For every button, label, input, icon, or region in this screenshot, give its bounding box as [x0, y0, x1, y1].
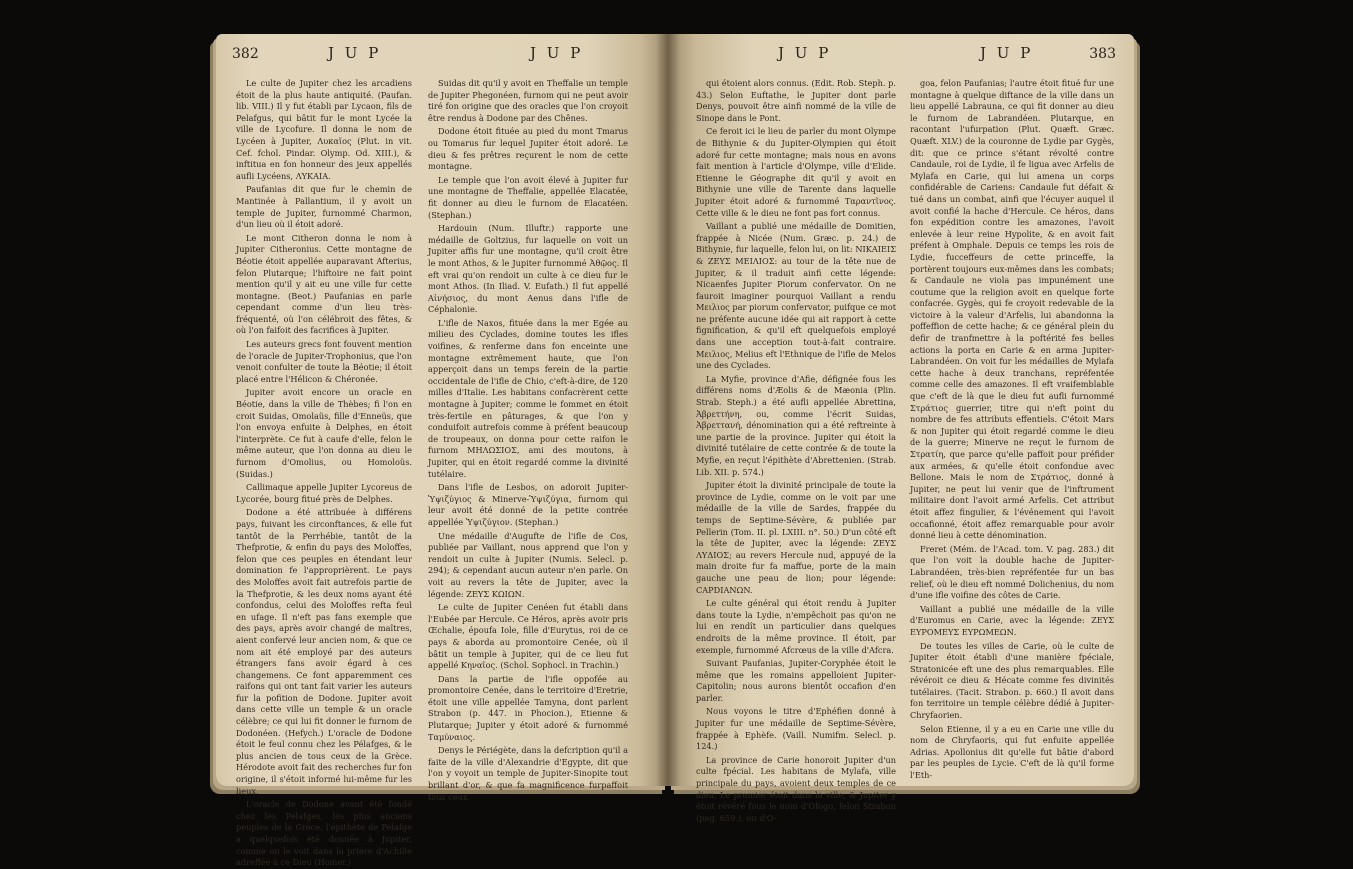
paragraph: Le culte de Jupiter chez les arcadiens étoit de la plus haute antiquité. (Paufan. lib. VIII.) Il y fut établi par Lycaon, fils de Pelafgus, qui bâtit fur le mont Lycée la ville de Lycofure. Il donna le nom de Lycéen à Jupiter, Λυκαῖος (Plut. in vit. Cef. fchol. Pindar. Olymp. Od. XIII.), & inftitua en fon honneur des jeux appellés aufli Lycéens, ΛΥΚΑΙΑ. [236, 78, 412, 181]
right-page [668, 34, 1134, 823]
paragraph: Les auteurs grecs font fouvent mention de l'oracle de Jupiter-Trophonius, que l'on venoit confulter de toute la Béotie; il étoit placé entre l'Hélicon & Chéronée. [236, 339, 412, 384]
paragraph: L'ifle de Naxos, fituée dans la mer Egée au milieu des Cyclades, domine toutes les ifles voifines, & renferme dans fon enceinte une montagne extrêmement haute, que l'on apperçoit dans un temps ferein de la partie occidentale de l'ifle de Chio, c'eft-à-dire, de 120 milles d'Italie. Les habitans confacrèrent cette montagne à Jupiter; comme le fommet en étoit très-fertile en pâturages, & que l'on y conduifoit autrefois comme à préfent beaucoup de troupeaux, on donna pour cette raifon le furnom ΜΗΛΩΣΙΟΣ, ami des moutons, à Jupiter, qui en étoit regardé comme la divinité tutélaire. [428, 317, 628, 479]
text-column-1 [236, 78, 412, 868]
paragraph: Vaillant a publié une médaille de Domitien, frappée à Nicée (Num. Græc. p. 24.) de Bithynie, fur laquelle, felon lui, on lit: ΝΙΚΑΙΕΙΣ & ΖΕΥΣ ΜΕΙΛΙΟΣ: au tour de la tête nue de Jupiter, & il traduit ainfi cette légende: Nicaenfes Jupiter Piorum confervator. On ne fauroit imaginer pourquoi Vaillant a rendu Μειλιος par piorum confervator, puifque ce mot ne préfente aucune idée qui ait rapport à cette fignification, & qu'il eft quelquefois employé dans une acception tout-à-fait contraire. Μειλιος, Melius eft l'Ethnique de l'ifle de Melos une des Cyclades. [696, 221, 896, 371]
paragraph: Hardouin (Num. Illuftr.) rapporte une médaille de Goltzius, fur laquelle on voit un Jupiter affis fur une montagne, qu'il croit être le mont Athos, & le Jupiter furnommé Ἀθῷος. Il eft vrai qu'on rendoit un culte à ce dieu fur le mont Athos. (In Iliad. V. Eufath.) Il fut appellé Αἰνήσιος, du mont Aenus dans l'ifle de Céphalonie. [428, 223, 628, 315]
paragraph: goa, felon Paufanias; l'autre étoit fitué fur une montagne à quelque diftance de la ville dans un lieu appellé Labrauna, ce qui fit donner au dieu le furnom de Labrandéen. Plutarque, en racontant l'ufurpation (Plut. Quæft. Græc. Quæft. XLV.) de la couronne de Lydie par Gygès, dit: que ce prince s'étant révolté contre Candaule, roi de Lydie, il fe ligua avec Arfelis de Mylafa en Carie, qui lui amena un corps confidérable de Cariens: Candaule fut défait & tué dans un combat, ainfi que l'écuyer auquel il avoit confié la hache d'Hercule. Ce héros, dans fon expédition contre les amazones, l'avoit enlevée à leur reine Hypolite, & en avoit fait préfent à Omphale. Depuis ce temps les rois de Lydie, fucceffeurs de cette princeffe, la portèrent toujours eux-mêmes dans les combats; & Candaule ne viola pas impunément une coutume que la religion avoit en quelque forte confacrée. Gygès, qui fe croyoit redevable de la victoire à la valeur d'Arfelis, lui abandonna la poffeffion de cette hache; & ce général plein du defir de tranfmettre à la poftérité fes belles actions la porta en Carie & en arma Jupiter-Labrandéen. On voit fur les médailles de Mylafa cette hache à deux tranchans, repréfentée comme celle des amazones. Il eft vraifemblable que c'eft de là que le dieu fut aufli furnommé Στράτιος guerrier, titre qui n'eft point du nombre de fes attributs effentiels. C'étoit Mars & non Jupiter qui étoit regardé comme le dieu de la guerre; Minerve ne reçut le furnom de Στρατίη, que parce qu'elle paffoit pour préfider aux armées, & qu'elle étoit confondue avec Bellone. Mais le nom de Στράτιος, donné à Jupiter, ne peut lui venir que de l'inftrument militaire dont l'avoit armé Arfelis. Cet attribut étoit affez fingulier, & l'événement qui l'avoit occafionné, étoit affez remarquable pour avoir donné lieu à cette dénomination. [910, 78, 1114, 541]
paragraph: Suidas dit qu'il y avoit en Theffalie un temple de Jupiter Phegonéen, furnom qui ne peut avoir tiré fon origine que des oracles que l'on croyoit être rendus à Dodone par des Chênes. [428, 78, 628, 123]
paragraph: L'oracle de Dodone avant été fondé chez les Pelafges, les plus anciens peuples de la Grèce, l'épithète de Pelafge a quelquefois été donnée à Jupiter, comme on le voit dans la prière d'Achille adreffée à ce Dieu (Homer.) [236, 799, 412, 868]
paragraph: Le temple que l'on avoit élevé à Jupiter fur une montagne de Theffalie, appellée Elacatée, fit donner au dieu le furnom de Elacatéen. (Stephan.) [428, 174, 628, 220]
paragraph: Vaillant a publié une médaille de la ville d'Euromus en Carie, avec la légende: ΖΕΥΣ ΕΥΡΟΜΕΥΣ ΕΥΡΩΜΕΩΝ. [910, 603, 1114, 637]
paragraph: Dodone a été attribuée à différens pays, fuivant les circonftances, & elle fut tantôt de la Perrhébie, tantôt de la Thefprotie, & enfin du pays des Moloffes, felon que ces peuples en étendant leur domination fe l'approprièrent. Le pays des Moloffes avoit fait autrefois partie de la Thefprotie, & les deux noms ayant été confondus, celui des Moloffes refta feul en ufage. Il n'eft pas fans exemple que des pays, après avoir changé de maîtres, aient confervé leur ancien nom, & que ce nom ait été employé par des auteurs étrangers fans avoir égard à ces changemens. Ce font apparemment ces raifons qui ont tant fait varier les auteurs fur la pofition de Dodone. Jupiter avoit dans cette ville un temple & un oracle célèbre; ce qui lui fit donner le furnom de Dodonéen. (Hefych.) L'oracle de Dodone étoit le feul connu chez les Pélafges, & le plus ancien de tous ceux de la Grèce. Hérodote avoit fait des recherches fur fon origine, il s'étoit informé lui-même fur les lieux. [236, 507, 412, 796]
text-column-2 [428, 78, 628, 802]
paragraph: Suivant Paufanias, Jupiter-Coryphée étoit le même que les romains appelloient Jupiter-Capitolin; nous aurons bientôt occafion d'en parler. [696, 658, 896, 703]
running-head: J U P [778, 44, 832, 62]
paragraph: Paufanias dit que fur le chemin de Mantinée à Pallantium, il y avoit un temple de Jupiter, furnommé Charmon, d'un lieu où il étoit adoré. [236, 184, 412, 230]
text-column-1 [696, 78, 896, 823]
paragraph: Le culte général qui étoit rendu à Jupiter dans toute la Lydie, n'empêchoit pas qu'on ne lui en rendît un particulier dans quelques endroits de la même province. Il étoit, par exemple, furnommé Afcrœus de la ville d'Afcra. [696, 598, 896, 655]
paragraph: Ce feroit ici le lieu de parler du mont Olympe de Bithynie & du Jupiter-Olympien qui étoit adoré fur cette montagne; mais nous en avons fait mention à l'article d'Olympe, ville d'Elide. Etienne le Géographe dit qu'il y avoit en Bithynie une ville de Tarente dans laquelle Jupiter étoit adoré & furnommé Ταραντῖνος. Cette ville & le dieu ne font pas fort connus. [696, 126, 896, 218]
page-number: 382 [232, 46, 259, 62]
paragraph: Callimaque appelle Jupiter Lycoreus de Lycorée, bourg fitué près de Delphes. [236, 482, 412, 504]
paragraph: La Myfie, province d'Afie, défignée fous les différens noms d'Æolis & de Mæonia (Plin. Strab. Steph.) a été aufli appellée Abrettina, Ἀβρεττήνη, ou, comme l'écrit Suidas, Ἀβρεττανή, dénomination qui a été reftreinte à une partie de la province. Jupiter qui étoit la divinité tutélaire de cette contrée & de toute la Myfie, en reçut l'épithète d'Abrettenien. (Strab. Lib. XII. p. 574.) [696, 373, 896, 477]
running-head: J U P [980, 44, 1034, 62]
paragraph: De toutes les villes de Carie, où le culte de Jupiter étoit établi d'une manière fpéciale, Stratonicée eft une des plus remarquables. Elle révéroit ce dieu & Hécate comme fes divinités tutélaires. (Tacit. Strabon. p. 660.) Il avoit dans fon territoire un temple célèbre dédié à Jupiter-Chryfaorien. [910, 640, 1114, 721]
open-book [216, 20, 1134, 868]
running-head: J U P [328, 44, 382, 62]
paragraph: Denys le Périégète, dans la defcription qu'il a faite de la ville d'Alexandrie d'Egypte, dit que l'on y voyoit un temple de Jupiter-Sinopite tout brillant d'or, & que fa magnificence furpaffoit tous ceux [428, 745, 628, 802]
paragraph: La province de Carie honoroit Jupiter d'un culte fpécial. Les habitans de Mylafa, ville principale du pays, avoient deux temples de ce dieu. Le premier étoit dans la ville, & Jupiter y étoit révéré fous le nom d'Ofogo, felon Strabon (pag. 659.), ou d'O- [696, 754, 896, 823]
page-number: 383 [1089, 46, 1116, 62]
paragraph: Jupiter étoit la divinité principale de toute la province de Lydie, comme on le voit par une médaille de la ville de Sardes, frappée du temps de Septime-Sévère, & publiée par Pellerin (Tom. II. pl. LXIII. n°. 50.) D'un côté eft la tête de Jupiter, avec la légende: ΖΕΥΣ ΛΥΔΙΟΣ; au revers Hercule nud, appuyé de la main droite fur fa maffue, porte de la main gauche une peau de lion; pour légende: CAPDIANΩN. [696, 480, 896, 595]
running-head: J U P [530, 44, 584, 62]
left-page [216, 34, 668, 868]
text-column-2 [910, 78, 1114, 781]
paragraph: Jupiter avoit encore un oracle en Béotie, dans la ville de Thèbes; fi l'on en croit Suidas, Omolaüs, fille d'Enneüs, que l'on envoya enfuite à Delphes, en étoit l'interprète. Ce fut à caufe d'elle, felon le même auteur, que l'on donna au dieu le furnom d'Omolius, ou Homoloüs. (Suidas.) [236, 387, 412, 479]
paragraph: qui étoient alors connus. (Edit. Rob. Steph. p. 43.) Selon Euftathe, le Jupiter dont parle Denys, pouvoit être ainfi nommé de la ville de Sinope dans le Pont. [696, 78, 896, 123]
paragraph: Une médaille d'Augufte de l'ifle de Cos, publiée par Vaillant, nous apprend que l'on y rendoit un culte à Jupiter (Numis. Selecl. p. 294); & cependant aucun auteur n'en parle. On voit au revers la tête de Jupiter, avec la légende: ΖΕΥΣ ΚΩΙΩΝ. [428, 530, 628, 599]
paragraph: Nous voyons le titre d'Ephéfien donné à Jupiter fur une médaille de Septime-Sévère, frappée à Ephèfe. (Vaill. Numifm. Selecl. p. 124.) [696, 706, 896, 752]
paragraph: Freret (Mém. de l'Acad. tom. V. pag. 283.) dit que l'on voit la double hache de Jupiter-Labrandéen, très-bien repréfentée fur un bas relief, où le dieu eft nommé Dolichenius, du nom d'une ifle voifine des côtes de Carie. [910, 543, 1114, 601]
paragraph: Selon Etienne, il y a eu en Carie une ville du nom de Chryfaoris, qui fut enfuite appellée Adrias. Apollonius dit qu'elle fut bâtie d'abord par les peuples de Lycie. C'eft de là qu'il forme l'Eth- [910, 723, 1114, 781]
paragraph: Dans la partie de l'ifle oppofée au promontoire Cenée, dans le territoire d'Eretrie, étoit une ville appellée Tamyna, dont parlent Strabon (p. 447. in Phocion.), Etienne & Plutarque; Jupiter y étoit adoré & furnommé Ταμύναιος. [428, 673, 628, 742]
paragraph: Le mont Citheron donna le nom à Jupiter Citheronius. Cette montagne de Béotie étoit appellée auparavant Afterius, felon Plutarque; l'hiftoire ne fait point mention qu'il y ait eu une ville fur cette montagne. (Beot.) Paufanias en parle cependant comme d'un lieu très-fréquenté, où l'on célébroit des fêtes, & où l'on faifoit des facrifices à Jupiter. [236, 232, 412, 336]
paragraph: Dans l'ifle de Lesbos, on adoroit Jupiter-Ὑψιζύγιος & Minerve-Ὑψιζύγια, furnom qui leur avoit été donné de la petite contrée appellée Ὑψιζύγιον. (Stephan.) [428, 482, 628, 527]
paragraph: Dodone étoit fituée au pied du mont Tmarus ou Tomarus fur lequel Jupiter étoit adoré. Le dieu & fes prêtres reçurent le nom de cette montagne. [428, 126, 628, 172]
paragraph: Le culte de Jupiter Cenéen fut établi dans l'Eubée par Hercule. Ce Héros, après avoir pris Œchalie, époufa Iole, fille d'Eurytus, roi de ce pays & aborda au promontoire Cenée, où il bâtit un temple à Jupiter, qui de ce lieu fut appellé Κηναῖος. (Schol. Sophocl. in Trachin.) [428, 602, 628, 671]
